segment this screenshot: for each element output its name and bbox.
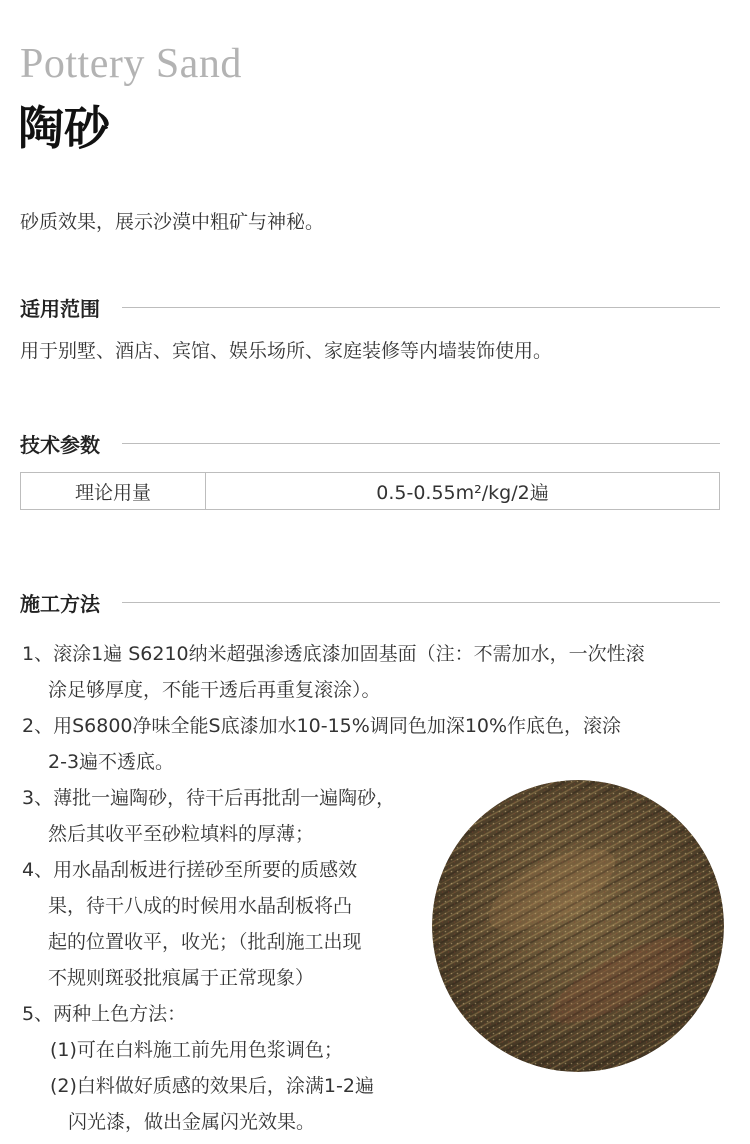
method-line: (1)可在白料施工前先用色浆调色；	[50, 1039, 343, 1061]
intro-text: 砂质效果，展示沙漠中粗矿与神秘。	[20, 211, 325, 233]
method-line: 不规则斑驳批痕属于正常现象）	[48, 967, 315, 989]
usage-section-header	[20, 293, 720, 322]
method-line: 5、两种上色方法：	[22, 1003, 187, 1025]
method-line: 2、用S6800净味全能S底漆加水10-15%调同色加深10%作底色，滚涂	[22, 715, 622, 737]
method-divider	[122, 602, 720, 603]
usage-divider	[122, 307, 720, 308]
method-section-title: 施工方法	[20, 592, 100, 616]
method-line: 涂足够厚度，不能干透后再重复滚涂）。	[48, 679, 381, 701]
method-section-header	[20, 588, 720, 617]
param-value: 0.5-0.55m²/kg/2遍	[376, 481, 549, 504]
method-line: 果，待干八成的时候用水晶刮板将凸	[48, 895, 353, 917]
method-line: 4、用水晶刮板进行搓砂至所要的质感效	[22, 859, 358, 881]
method-line: 闪光漆，做出金属闪光效果。	[68, 1111, 316, 1133]
english-title: Pottery Sand	[20, 41, 242, 87]
method-line: 2-3遍不透底。	[48, 751, 175, 773]
method-line: 3、薄批一遍陶砂，待干后再批刮一遍陶砂，	[22, 787, 396, 809]
texture-sample-graphic	[432, 780, 724, 1072]
params-divider	[122, 443, 720, 444]
params-section-header	[20, 429, 720, 458]
chinese-title: 陶砂	[18, 101, 110, 155]
texture-sample-image	[432, 780, 724, 1072]
params-table	[20, 472, 720, 510]
usage-section-title: 适用范围	[20, 297, 100, 321]
method-line: 起的位置收平，收光；（批刮施工出现	[48, 931, 362, 953]
param-label: 理论用量	[21, 473, 206, 509]
usage-text: 用于别墅、酒店、宾馆、娱乐场所、家庭装修等内墙装饰使用。	[20, 340, 553, 362]
method-line: 然后其收平至砂粒填料的厚薄；	[48, 823, 315, 845]
method-line: (2)白料做好质感的效果后，涂满1-2遍	[50, 1075, 374, 1097]
method-line: 1、滚涂1遍 S6210纳米超强渗透底漆加固基面（注：不需加水，一次性滚	[22, 643, 645, 665]
params-section-title: 技术参数	[20, 433, 100, 457]
